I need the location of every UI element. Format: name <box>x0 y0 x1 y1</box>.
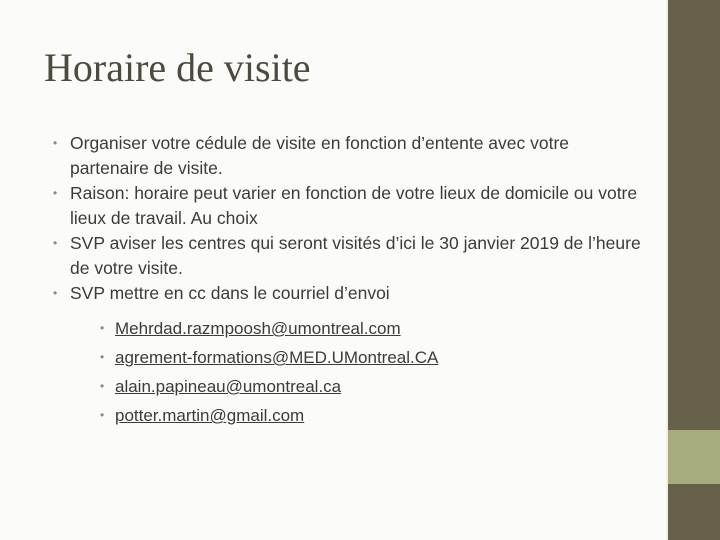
bullet-icon: • <box>53 236 58 250</box>
bullet-icon: • <box>100 350 105 364</box>
email-link[interactable]: agrement-formations@MED.UMontreal.CA <box>115 348 439 367</box>
bullet-text: SVP aviser les centres qui seront visités d’ici le 30 janvier 2019 de l’heure de votre visite. <box>70 233 641 278</box>
bullet-text: SVP mettre en cc dans le courriel d’envoi <box>70 283 390 303</box>
bullet-icon: • <box>100 408 105 422</box>
slide-title: Horaire de visite <box>44 45 311 90</box>
bullet-icon: • <box>100 321 105 335</box>
email-item <box>95 343 675 372</box>
bullet-text: Raison: horaire peut varier en fonction de votre lieux de domicile ou votre lieux de travail. Au choix <box>70 183 638 228</box>
sidebar-accent-block <box>668 430 720 484</box>
email-list <box>95 314 675 430</box>
bullet-icon: • <box>53 286 58 300</box>
bullet-item <box>50 181 650 231</box>
email-link[interactable]: alain.papineau@umontreal.ca <box>115 377 342 396</box>
bullet-icon: • <box>53 136 58 150</box>
email-item <box>95 372 675 401</box>
bullet-item <box>50 131 650 181</box>
bullet-text: Organiser votre cédule de visite en fonction d’entente avec votre partenaire de visite. <box>70 133 570 178</box>
bullet-item <box>50 281 650 430</box>
email-item <box>95 401 675 430</box>
email-item <box>95 314 675 343</box>
bullet-item <box>50 231 650 281</box>
email-link[interactable]: potter.martin@gmail.com <box>115 406 305 425</box>
bullet-icon: • <box>53 186 58 200</box>
bullet-list <box>50 131 650 430</box>
bullet-icon: • <box>100 379 105 393</box>
email-link[interactable]: Mehrdad.razmpoosh@umontreal.com <box>115 319 401 338</box>
